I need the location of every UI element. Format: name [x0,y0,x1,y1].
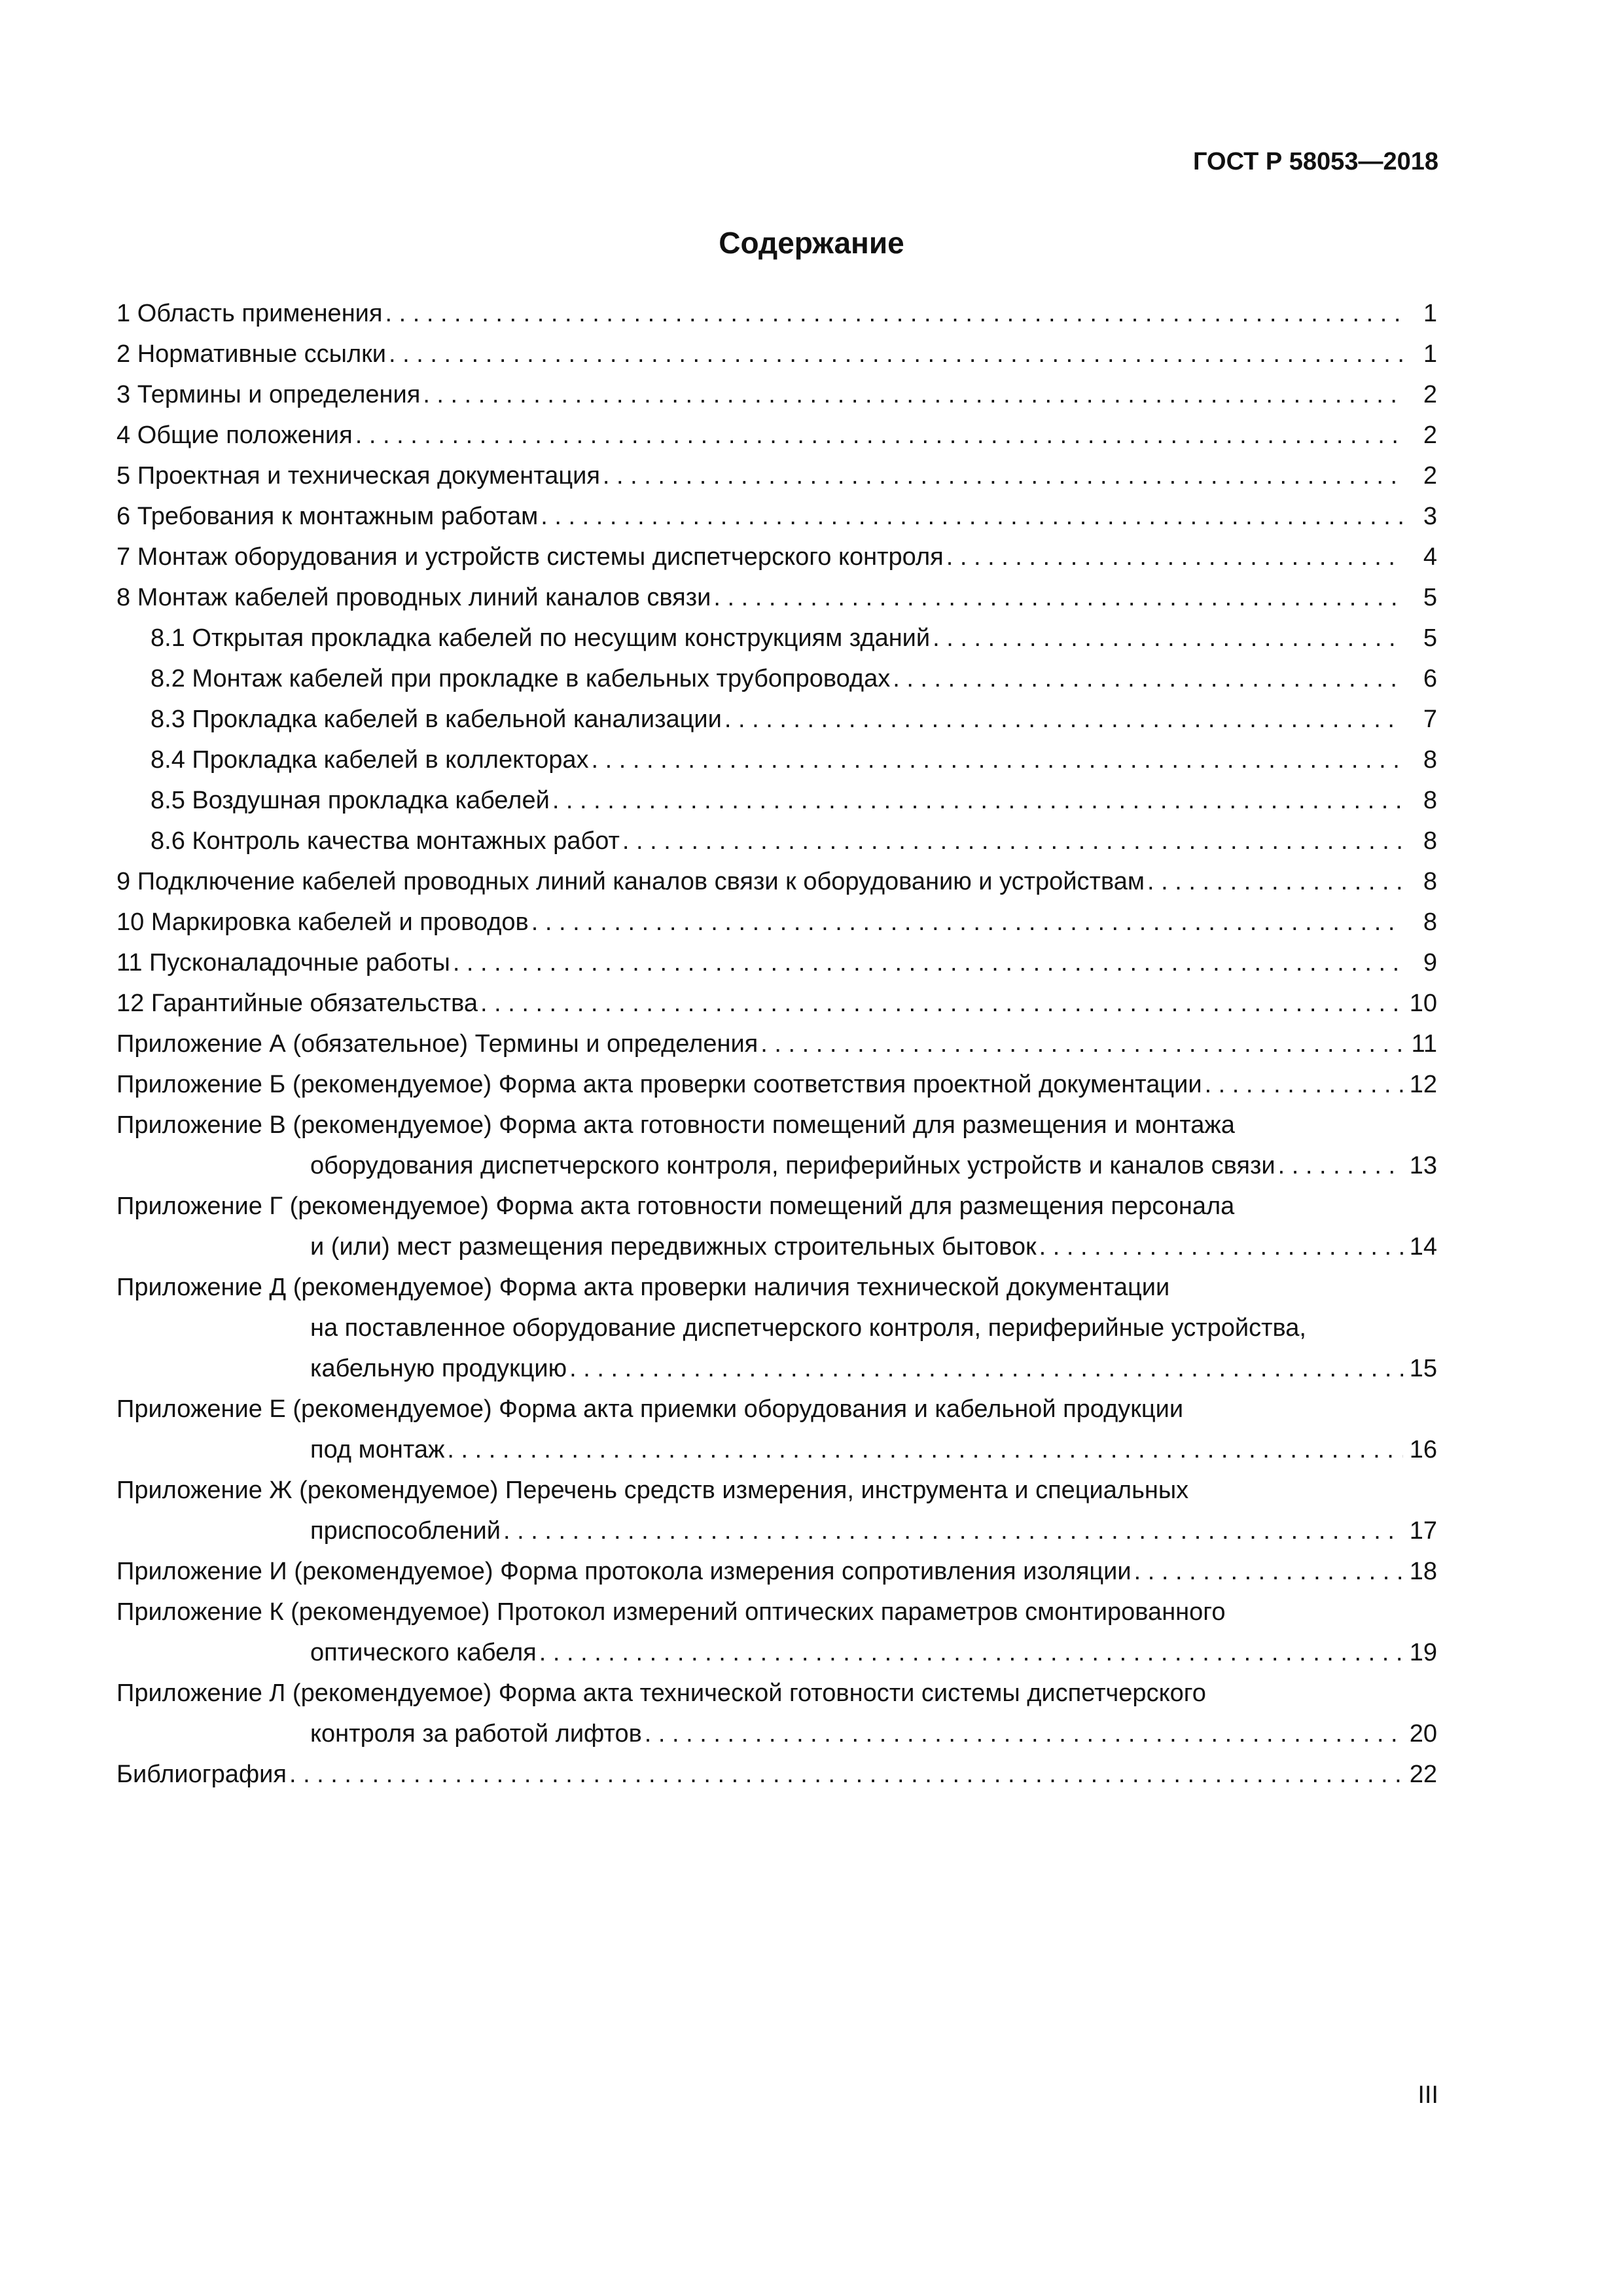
toc-entry-text: 1 Область применения [116,300,383,327]
toc-entry[interactable] [116,415,1437,456]
toc-page-number: 8 [1423,868,1437,895]
toc-entry[interactable] [116,1024,1437,1064]
toc-page-number: 6 [1423,665,1437,692]
toc-entry-text: оптического кабеля [310,1639,537,1666]
toc-page-number: 4 [1423,543,1437,571]
toc-entry-line [116,983,1437,1024]
toc-entry-text: 5 Проектная и техническая документация [116,462,600,490]
toc-leader-dots [1147,861,1403,902]
toc-page-number: 11 [1411,1030,1437,1058]
toc-leader-dots [552,780,1403,821]
toc-entry-line [116,374,1437,415]
toc-page-number: 1 [1423,300,1437,327]
toc-entry-text: 6 Требования к монтажным работам [116,503,539,530]
toc-entry-text: оборудования диспетчерского контроля, периферийных устройств и каналов связи [310,1152,1275,1179]
toc-entry-text: под монтаж [310,1436,445,1463]
toc-leader-dots [603,456,1403,496]
toc-entry-line [116,942,1437,983]
page-number: III [1418,2081,1438,2109]
toc-entry[interactable] [116,577,1437,618]
toc-entry[interactable] [116,740,1437,780]
toc-page-number: 5 [1423,584,1437,611]
toc-entry[interactable] [116,456,1437,496]
toc-entry-text: 8.6 Контроль качества монтажных работ [151,827,620,855]
toc-page-number: 16 [1409,1436,1437,1463]
toc-entry[interactable] [116,902,1437,942]
toc-leader-dots [1278,1145,1403,1186]
toc-page-number: 5 [1423,624,1437,652]
toc-entry[interactable] [116,1389,1437,1470]
toc-entry[interactable] [116,821,1437,861]
toc-entry-line [116,1673,1437,1713]
toc-page-number: 8 [1423,827,1437,855]
toc-entry-line [116,1713,1437,1754]
toc-entry-text: Приложение Г (рекомендуемое) Форма акта готовности помещений для размещения персонала [116,1193,1235,1220]
toc-page-number: 3 [1423,503,1437,530]
toc-page-number: 12 [1409,1071,1437,1098]
toc-entry-text: 9 Подключение кабелей проводных линий каналов связи к оборудованию и устройствам [116,868,1145,895]
toc-entry[interactable] [116,1673,1437,1754]
toc-entry-text: Приложение Б (рекомендуемое) Форма акта проверки соответствия проектной документации [116,1071,1202,1098]
toc-entry-line [116,496,1437,537]
toc-entry-line [116,618,1437,658]
toc-entry-line [116,780,1437,821]
toc-entry[interactable] [116,1754,1437,1795]
toc-entry-line [116,1267,1437,1308]
toc-page-number: 20 [1409,1720,1437,1748]
toc-entry[interactable] [116,1551,1437,1592]
toc-entry-line [116,1105,1437,1145]
toc-entry-text: Библиография [116,1761,287,1788]
toc-page-number: 13 [1409,1152,1437,1179]
toc-entry-line [116,537,1437,577]
toc-page-number: 2 [1423,462,1437,490]
toc-entry-text: 8.2 Монтаж кабелей при прокладке в кабельных трубопроводах [151,665,891,692]
toc-entry-line [116,1511,1437,1551]
toc-page-number: 19 [1409,1639,1437,1666]
toc-leader-dots [480,983,1403,1024]
toc-entry-text: Приложение А (обязательное) Термины и определения [116,1030,758,1058]
toc-entry[interactable] [116,1592,1437,1673]
toc-entry[interactable] [116,1064,1437,1105]
toc-entry-text: Приложение Ж (рекомендуемое) Перечень средств измерения, инструмента и специальных [116,1477,1189,1504]
toc-entry-line [116,902,1437,942]
toc-page-number: 8 [1423,746,1437,774]
toc-page-number: 18 [1409,1558,1437,1585]
toc-entry-text: 8.5 Воздушная прокладка кабелей [151,787,550,814]
toc-entry-line [116,1064,1437,1105]
toc-entry-text: приспособлений [310,1517,501,1545]
toc-title: Содержание [719,226,904,260]
toc-entry-text: на поставленное оборудование диспетчерского контроля, периферийные устройства, [310,1314,1306,1342]
toc-entry-line [116,1429,1437,1470]
toc-entry[interactable] [116,658,1437,699]
toc-entry-text: Приложение В (рекомендуемое) Форма акта готовности помещений для размещения и монтажа [116,1111,1235,1139]
toc-page-number: 14 [1409,1233,1437,1261]
toc-entry-text: 2 Нормативные ссылки [116,340,386,368]
toc-entry-text: Приложение К (рекомендуемое) Протокол измерений оптических параметров смонтированного [116,1598,1226,1626]
toc-entry[interactable] [116,780,1437,821]
toc-entry[interactable] [116,334,1437,374]
toc-page-number: 8 [1423,908,1437,936]
toc-leader-dots [539,1632,1403,1673]
toc-entry-line [116,577,1437,618]
toc-entry-line [116,334,1437,374]
toc-entry-text: кабельную продукцию [310,1355,567,1382]
toc-entry[interactable] [116,618,1437,658]
toc-page-number: 15 [1409,1355,1437,1382]
toc-entry-text: 11 Пусконаладочные работы [116,949,450,977]
toc-page-number: 8 [1423,787,1437,814]
toc-leader-dots [645,1713,1403,1754]
toc-entry-line [116,456,1437,496]
toc-page-number: 10 [1409,990,1437,1017]
toc-leader-dots [893,658,1403,699]
toc-entry-line [116,1145,1437,1186]
toc-leader-dots [1205,1064,1403,1105]
toc-entry-text: 8.4 Прокладка кабелей в коллекторах [151,746,589,774]
toc-leader-dots [592,740,1403,780]
toc-leader-dots [385,293,1403,334]
toc-entry-line [116,1389,1437,1429]
toc-entry[interactable] [116,861,1437,902]
toc-entry[interactable] [116,983,1437,1024]
table-of-contents [116,293,1437,1795]
toc-entry-line [116,1308,1437,1348]
toc-leader-dots [713,577,1403,618]
toc-leader-dots [569,1348,1403,1389]
toc-leader-dots [541,496,1403,537]
toc-entry-text: 8.1 Открытая прокладка кабелей по несущим конструкциям зданий [151,624,931,652]
toc-leader-dots [355,415,1403,456]
toc-page-number: 2 [1423,381,1437,408]
toc-entry[interactable] [116,293,1437,334]
toc-entry-text: 8 Монтаж кабелей проводных линий каналов связи [116,584,711,611]
toc-entry-line [116,699,1437,740]
toc-entry[interactable] [116,699,1437,740]
toc-leader-dots [289,1754,1403,1795]
toc-entry[interactable] [116,1470,1437,1551]
toc-entry-text: 3 Термины и определения [116,381,421,408]
toc-entry-line [116,1632,1437,1673]
toc-entry-text: 7 Монтаж оборудования и устройств системы диспетчерского контроля [116,543,944,571]
toc-entry-line [116,1024,1437,1064]
toc-leader-dots [724,699,1403,740]
toc-entry-line [116,1348,1437,1389]
toc-leader-dots [933,618,1403,658]
toc-entry[interactable] [116,374,1437,415]
toc-entry-line [116,1754,1437,1795]
toc-entry-text: Приложение Л (рекомендуемое) Форма акта технической готовности системы диспетчерского [116,1679,1206,1707]
toc-page-number: 2 [1423,422,1437,449]
toc-page-number: 9 [1423,949,1437,977]
document-header-code: ГОСТ Р 58053—2018 [1193,148,1438,175]
toc-entry[interactable] [116,537,1437,577]
toc-entry-line [116,740,1437,780]
toc-entry-text: и (или) мест размещения передвижных строительных бытовок [310,1233,1037,1261]
toc-page-number: 7 [1423,706,1437,733]
toc-entry[interactable] [116,1105,1437,1186]
toc-page-number: 22 [1409,1761,1437,1788]
toc-entry-text: Приложение Е (рекомендуемое) Форма акта приемки оборудования и кабельной продукции [116,1395,1184,1423]
toc-leader-dots [531,902,1403,942]
toc-leader-dots [447,1429,1403,1470]
toc-entry-text: 4 Общие положения [116,422,353,449]
toc-entry-line [116,1592,1437,1632]
toc-entry-line [116,861,1437,902]
toc-entry[interactable] [116,942,1437,983]
toc-entry-text: контроля за работой лифтов [310,1720,642,1748]
toc-leader-dots [760,1024,1403,1064]
toc-leader-dots [1134,1551,1403,1592]
toc-entry-line [116,1470,1437,1511]
toc-entry-line [116,821,1437,861]
toc-entry-line [116,1227,1437,1267]
toc-entry[interactable] [116,1267,1437,1389]
toc-leader-dots [389,334,1403,374]
toc-entry-text: 8.3 Прокладка кабелей в кабельной канализации [151,706,722,733]
toc-leader-dots [503,1511,1403,1551]
toc-entry-line [116,415,1437,456]
toc-entry-text: Приложение И (рекомендуемое) Форма протокола измерения сопротивления изоляции [116,1558,1132,1585]
toc-page-number: 17 [1409,1517,1437,1545]
toc-leader-dots [423,374,1403,415]
toc-entry-text: 10 Маркировка кабелей и проводов [116,908,529,936]
toc-leader-dots [1039,1227,1403,1267]
toc-entry[interactable] [116,496,1437,537]
toc-entry-line [116,1186,1437,1227]
toc-entry-line [116,1551,1437,1592]
toc-entry-text: Приложение Д (рекомендуемое) Форма акта проверки наличия технической документации [116,1274,1170,1301]
toc-page-number: 1 [1423,340,1437,368]
toc-leader-dots [453,942,1403,983]
toc-entry-line [116,293,1437,334]
toc-entry-line [116,658,1437,699]
toc-entry-text: 12 Гарантийные обязательства [116,990,478,1017]
toc-leader-dots [622,821,1403,861]
toc-leader-dots [946,537,1403,577]
toc-entry[interactable] [116,1186,1437,1267]
